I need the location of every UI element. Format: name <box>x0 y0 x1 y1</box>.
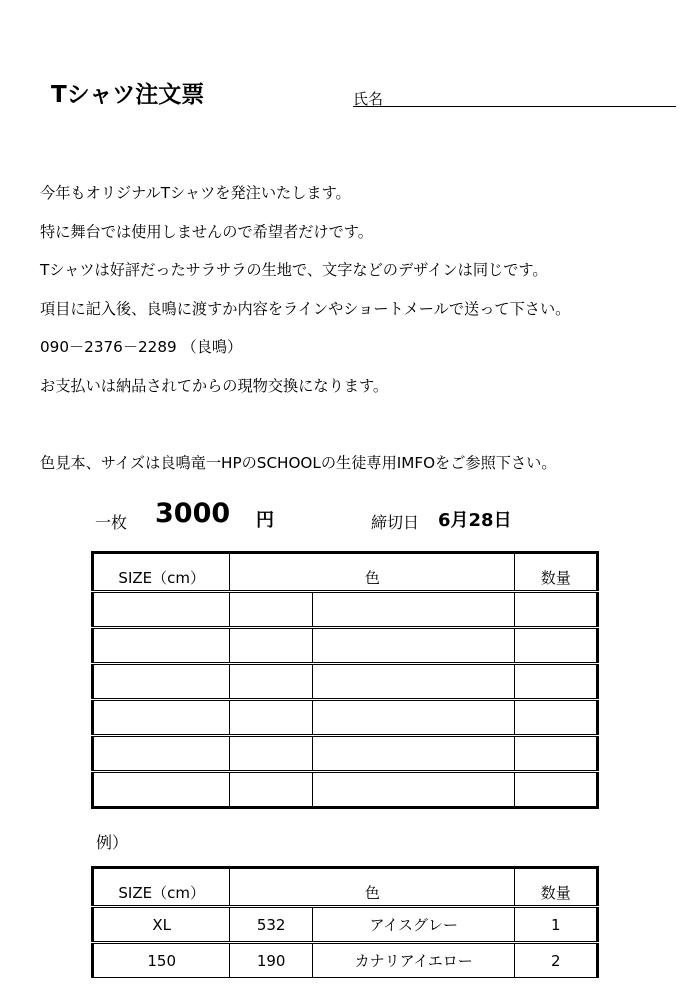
page-title: Tシャツ注文票 <box>51 82 205 108</box>
note-line: 色見本、サイズは良鳴竜一HPのSCHOOLの生徒専用IMFOをご参照下さい。 <box>40 453 557 472</box>
size-header: SIZE（cm） <box>93 553 230 592</box>
table-row[interactable] <box>93 700 598 736</box>
table-row[interactable] <box>93 772 598 808</box>
price-amount: 3000 <box>155 498 231 529</box>
qty-header: 数量 <box>515 553 598 592</box>
name-label: 氏名 <box>353 90 384 108</box>
intro-line: Tシャツは好評だったサラサラの生地で、文字などのデザインは同じです。 <box>40 261 548 279</box>
table-row[interactable] <box>93 592 598 628</box>
order-table-header <box>93 553 598 592</box>
color-name-cell: アイスグレー <box>312 907 515 943</box>
name-field[interactable] <box>353 88 676 107</box>
per-label: 一枚 <box>95 513 128 532</box>
intro-text <box>40 174 570 482</box>
intro-line: 項目に記入後、良鳴に渡すか内容をラインやショートメールで送って下さい。 <box>40 299 571 318</box>
table-row <box>93 943 598 978</box>
color-code-cell: 190 <box>230 943 313 978</box>
example-label: 例） <box>96 833 129 852</box>
deadline-label: 締切日 <box>371 513 420 532</box>
deadline-value: 6月28日 <box>438 510 512 531</box>
intro-line: 今年もオリジナルTシャツを発注いたします。 <box>40 184 351 202</box>
qty-cell: 2 <box>515 943 598 978</box>
example-table <box>91 866 599 978</box>
qty-cell: 1 <box>515 907 598 943</box>
color-code-cell: 532 <box>230 907 313 943</box>
intro-line: 特に舞台では使用しませんので希望者だけです。 <box>40 222 373 241</box>
table-row[interactable] <box>93 664 598 700</box>
table-row[interactable] <box>93 628 598 664</box>
table-row <box>93 907 598 943</box>
price-row <box>93 498 613 532</box>
color-name-cell: カナリアイエロー <box>312 943 515 978</box>
table-row[interactable] <box>93 736 598 772</box>
price-unit: 円 <box>256 510 274 531</box>
intro-line: お支払いは納品されてからの現物交換になります。 <box>40 376 389 395</box>
color-header: 色 <box>230 868 515 907</box>
size-header: SIZE（cm） <box>93 868 230 907</box>
size-cell: XL <box>93 907 230 943</box>
size-cell: 150 <box>93 943 230 978</box>
phone-line: 090－2376－2289 （良鳴） <box>40 338 243 356</box>
qty-header: 数量 <box>515 868 598 907</box>
example-table-header <box>93 868 598 907</box>
order-table <box>91 551 599 809</box>
color-header: 色 <box>230 553 515 592</box>
